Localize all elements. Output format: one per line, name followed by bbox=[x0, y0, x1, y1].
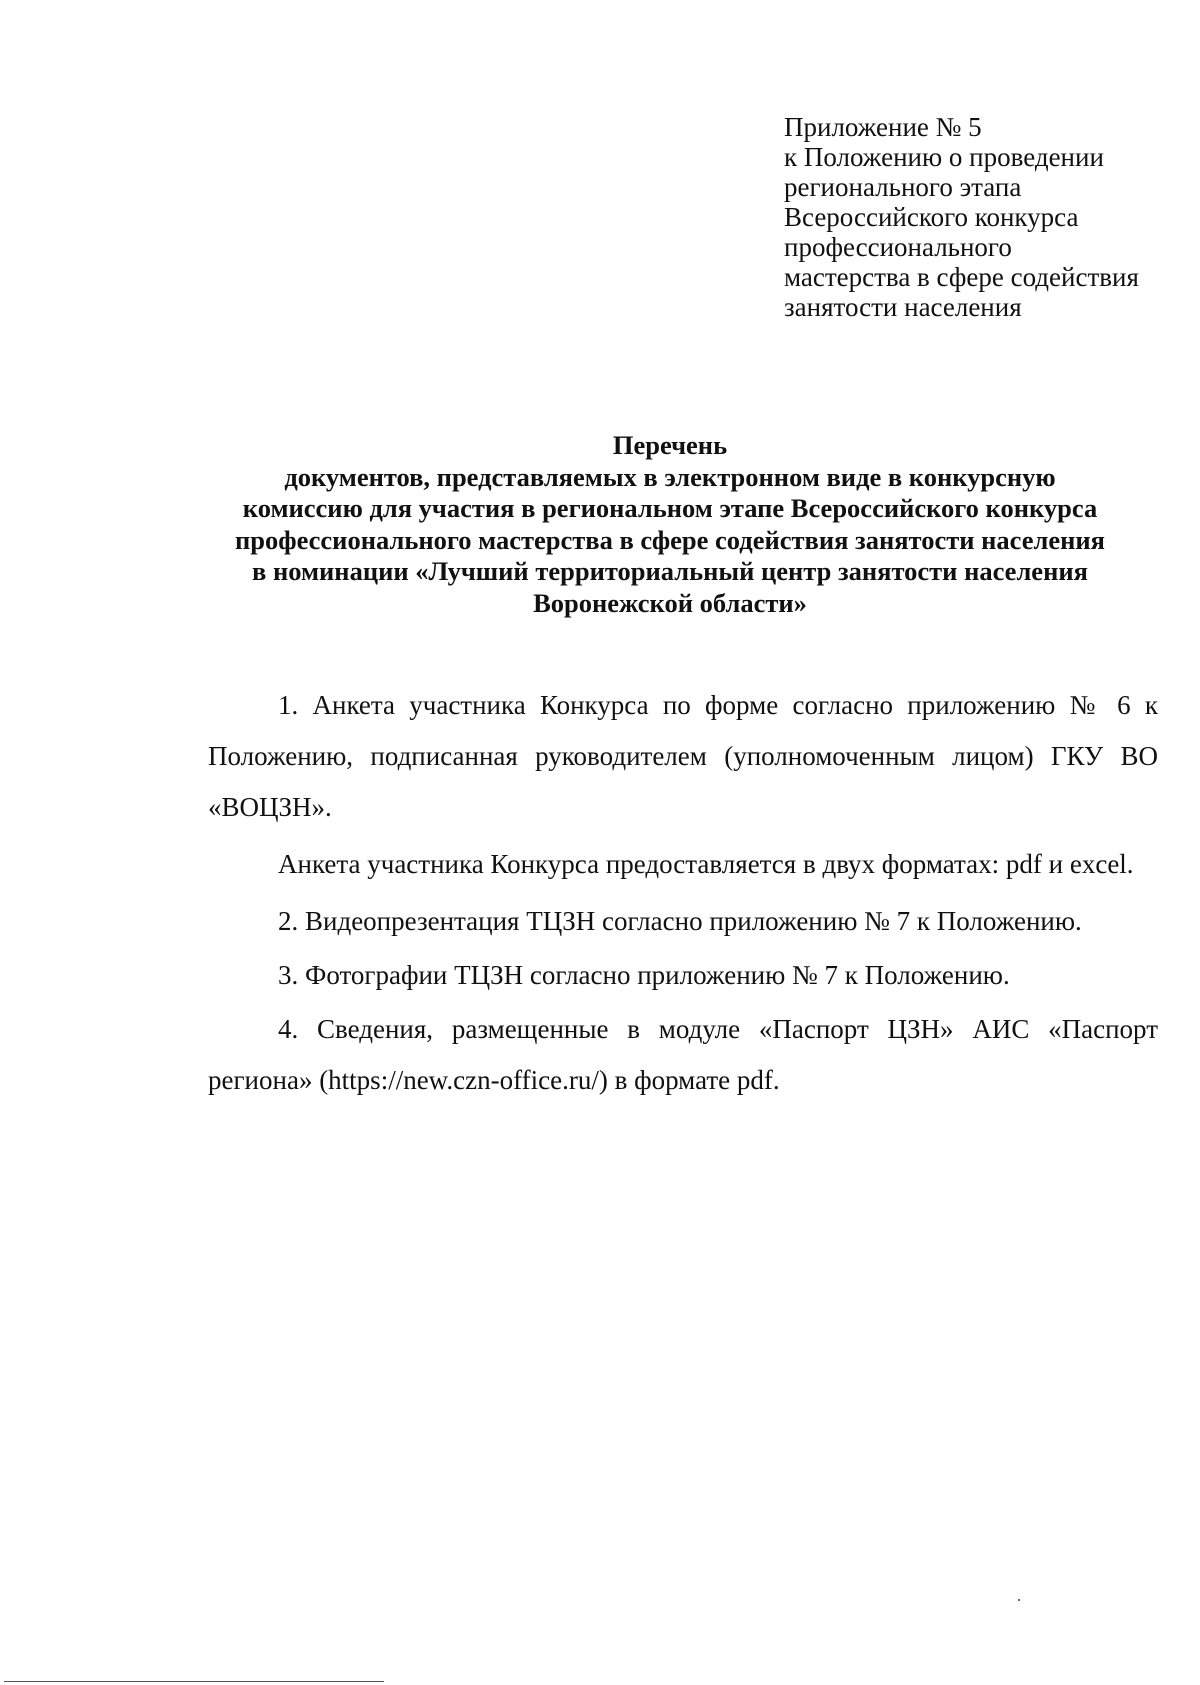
scan-speck bbox=[1018, 1599, 1020, 1601]
annex-line: регионального этапа bbox=[784, 172, 1022, 202]
list-item: 2. Видеопрезентация ТЦЗН согласно приложению № 7 к Положению. bbox=[278, 906, 1082, 936]
list-item-note: Анкета участника Конкурса предоставляется в двух форматах: pdf и excel. bbox=[278, 849, 1134, 879]
footer-rule bbox=[4, 1681, 384, 1682]
list-item: 3. Фотографии ТЦЗН согласно приложению № 7 к Положению. bbox=[278, 960, 1010, 990]
title-line: Перечень bbox=[612, 430, 728, 460]
list-item: 4. Сведения, размещенные в модуле «Паспорт ЦЗН» АИС «Паспорт региона» (https://new.czn-office.ru/) в формате pdf. bbox=[208, 1014, 1158, 1095]
title-line: в номинации «Лучший территориальный центр занятости населения bbox=[252, 556, 1088, 586]
list-item: 1. Анкета участника Конкурса по форме согласно приложению № 6 к Положению, подписанная руководителем (уполномоченным лицом) ГКУ ВО «ВОЦЗН». bbox=[208, 690, 1158, 822]
title-line: документов, представляемых в электронном виде в конкурсную bbox=[284, 461, 1056, 492]
annex-line: занятости населения bbox=[784, 292, 1022, 322]
annex-line: мастерства в сфере содействия bbox=[784, 262, 1139, 292]
title-line: комиссию для участия в региональном этапе Всероссийского конкурса bbox=[242, 493, 1098, 523]
annex-line: Всероссийского конкурса bbox=[784, 202, 1079, 232]
title-line: Воронежской области» bbox=[533, 587, 807, 618]
annex-line: Приложение № 5 bbox=[784, 112, 982, 142]
annex-line: профессионального bbox=[784, 232, 1012, 262]
document-title bbox=[150, 430, 1190, 619]
title-line: профессионального мастерства в сфере содействия занятости населения bbox=[234, 524, 1106, 555]
annex-line: к Положению о проведении bbox=[784, 142, 1104, 172]
annex-reference bbox=[784, 112, 1184, 322]
document-list bbox=[208, 680, 1158, 1112]
